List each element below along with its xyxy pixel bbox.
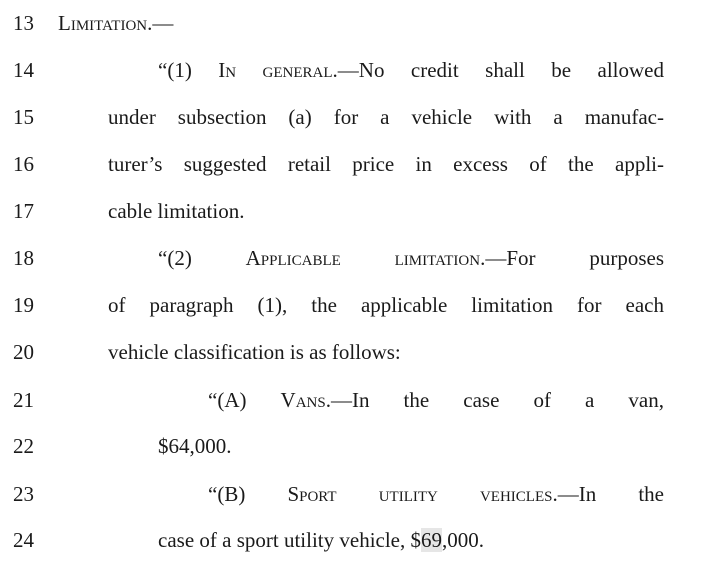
line-number: 20 [13,340,34,364]
highlighted-text: 69 [421,528,443,552]
text-line-20 [0,337,701,367]
line-text [208,479,664,509]
text-segment: —No credit shall be allowed [337,58,664,82]
text-segment: — [152,11,174,35]
line-text [208,385,664,415]
heading-applicable-limitation: Applicable limitation. [245,246,486,270]
line-number: 17 [13,199,34,223]
line-text [158,525,484,555]
line-text: $64,000. [158,434,232,458]
line-number: 24 [13,528,34,552]
text-segment: “(B) [208,482,288,506]
text-segment: —In the case of a van, [330,388,664,412]
text-segment: case of a sport utility vehicle, $ [158,528,422,552]
line-text: turer’s suggested retail price in excess of the appli- [108,152,664,176]
heading-in-general: In general. [218,58,338,82]
text-segment: “(1) [158,58,219,82]
text-segment: —For purposes [485,246,664,270]
text-line-15 [0,102,701,132]
text-line-21 [0,385,701,415]
text-segment: “(A) [208,388,281,412]
text-line-24 [0,525,701,555]
line-text [158,55,664,85]
line-text: cable limitation. [108,199,245,223]
text-line-19 [0,290,701,320]
line-number: 14 [13,58,34,82]
line-text: of paragraph (1), the applicable limitation for each [108,293,664,317]
text-line-17 [0,196,701,226]
text-line-13 [0,8,701,38]
text-line-14 [0,55,701,85]
text-segment: “(2) [158,246,246,270]
line-text: under subsection (a) for a vehicle with a manufac- [108,105,664,129]
line-number: 13 [13,11,34,35]
line-number: 19 [13,293,34,317]
line-text: vehicle classification is as follows: [108,340,401,364]
line-number: 23 [13,482,34,506]
heading-vans: Vans. [280,388,331,412]
line-number: 15 [13,105,34,129]
text-line-22 [0,431,701,461]
text-line-23 [0,479,701,509]
text-line-18 [0,243,701,273]
line-number: 22 [13,434,34,458]
line-number: 16 [13,152,34,176]
heading-sport-utility-vehicles: Sport utility vehicles. [287,482,558,506]
text-segment: —In the [557,482,664,506]
heading-limitation: Limitation. [58,11,153,35]
line-text [158,243,664,273]
line-text [58,8,173,38]
text-line-16 [0,149,701,179]
line-number: 21 [13,388,34,412]
text-segment: ,000. [442,528,485,552]
line-number: 18 [13,246,34,270]
